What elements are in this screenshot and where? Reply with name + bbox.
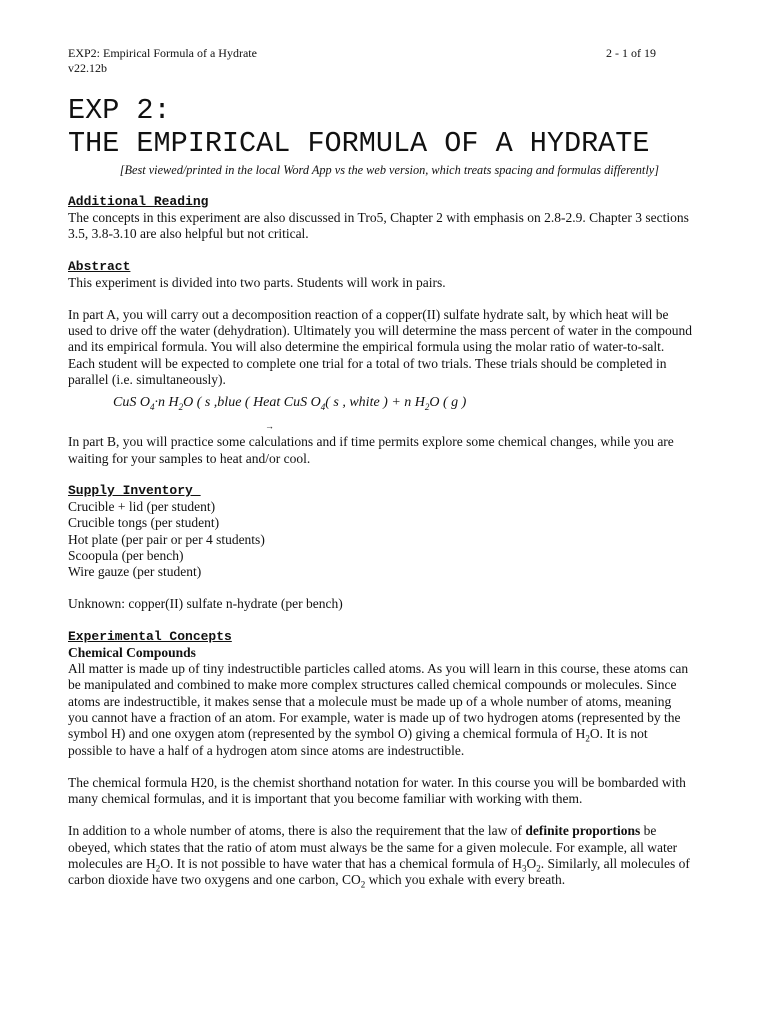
concepts-paragraph-2: The chemical formula H20, is the chemist shorthand notation for water. In this course you will be bombarded with many chemical formulas, and it is important that you become familiar with working with them.	[68, 774, 686, 807]
abstract-paragraph-3: In part B, you will practice some calculations and if time permits explore some chemical changes, while you are waiting for your samples to heat and/or cool.	[68, 434, 674, 466]
section-heading-additional-reading: Additional Reading	[68, 194, 209, 209]
additional-reading-text: The concepts in this experiment are also discussed in Tro5, Chapter 2 with emphasis on 2.8-2.9. Chapter 3 sections 3.5, 3.8-3.10 are also helpful but not critical.	[68, 210, 689, 242]
section-heading-abstract: Abstract	[68, 258, 131, 274]
supply-list	[68, 499, 692, 580]
title-line-1: EXP 2:	[68, 94, 171, 127]
section-heading-experimental-concepts: Experimental Concepts	[68, 628, 232, 644]
header-left	[68, 46, 257, 76]
abstract-paragraph-2: In part A, you will carry out a decomposition reaction of a copper(II) sulfate hydrate salt, by which heat will be used to drive off the water (dehydration). Ultimately you will determine the mass percent of water in the compound and its empirical formula. You will also determine the empirical formula using the molar ratio of water-to-salt. Each student will be expected to complete one trial for a total of two trials. These trials should be completed in parallel (i.e. simultaneously).	[68, 306, 692, 388]
supply-item: Hot plate (per pair or per 4 students)	[68, 531, 265, 547]
subheading-chemical-compounds: Chemical Compounds	[68, 644, 196, 660]
section-heading-supply-inventory: Supply Inventory	[68, 482, 201, 498]
document-title	[68, 94, 650, 160]
document-page	[68, 0, 692, 1024]
title-line-2: THE EMPIRICAL FORMULA OF A HYDRATE	[68, 127, 650, 160]
supply-item: Scoopula (per bench)	[68, 547, 184, 563]
document-body	[68, 194, 692, 889]
viewing-note: [Best viewed/printed in the local Word App vs the web version, which treats spacing and formulas differently]	[119, 163, 659, 177]
unknown-sample-text: Unknown: copper(II) sulfate n-hydrate (per bench)	[68, 596, 343, 612]
supply-item: Crucible tongs (per student)	[68, 515, 220, 531]
header-page-number: 2 - 1 of 19	[606, 46, 656, 60]
header-doc-title: EXP2: Empirical Formula of a Hydrate	[68, 46, 257, 60]
concepts-paragraph-1: All matter is made up of tiny indestructible particles called atoms. As you will learn in this course, these atoms can be manipulated and combined to make more complex structures called chemical compounds or molecules. Since atoms are indestructible, it makes sense that a molecule must be made up of a whole number of atoms, meaning you cannot have a fraction of an atom. For example, water is made up of two hydrogen atoms (represented by the symbol H) and one oxygen atom (represented by the symbol O) giving a chemical formula of $H_2O$. It is not possible to have a half of a hydrogen atom since atoms are indestructible.	[68, 661, 689, 758]
reaction-equation	[68, 388, 692, 434]
supply-item: Wire gauze (per student)	[68, 564, 202, 580]
supply-item: Crucible + lid (per student)	[68, 498, 216, 514]
header-version: v22.12b	[68, 61, 107, 75]
equation-text: CuS $O_4\cdot n$ $H_2O$ ( s ,blue ( Heat CuS $O_4$( s , white ) + n $H_2O$ ( g )	[113, 395, 467, 413]
abstract-paragraph-1: This experiment is divided into two parts. Students will work in pairs.	[68, 274, 446, 290]
concepts-paragraph-3: In addition to a whole number of atoms, there is also the requirement that the law of definite proportions be obeyed, which states that the ratio of atom must always be the same for a given molecule. For example, all water molecules are $H_2O$. It is not possible to have water that has a chemical formula of $H_3O_2$. Similarly, all molecules of carbon dioxide have two oxygens and one carbon, $CO_2$ which you exhale with every breath.	[68, 823, 690, 890]
reaction-arrow-icon: →	[265, 421, 274, 432]
